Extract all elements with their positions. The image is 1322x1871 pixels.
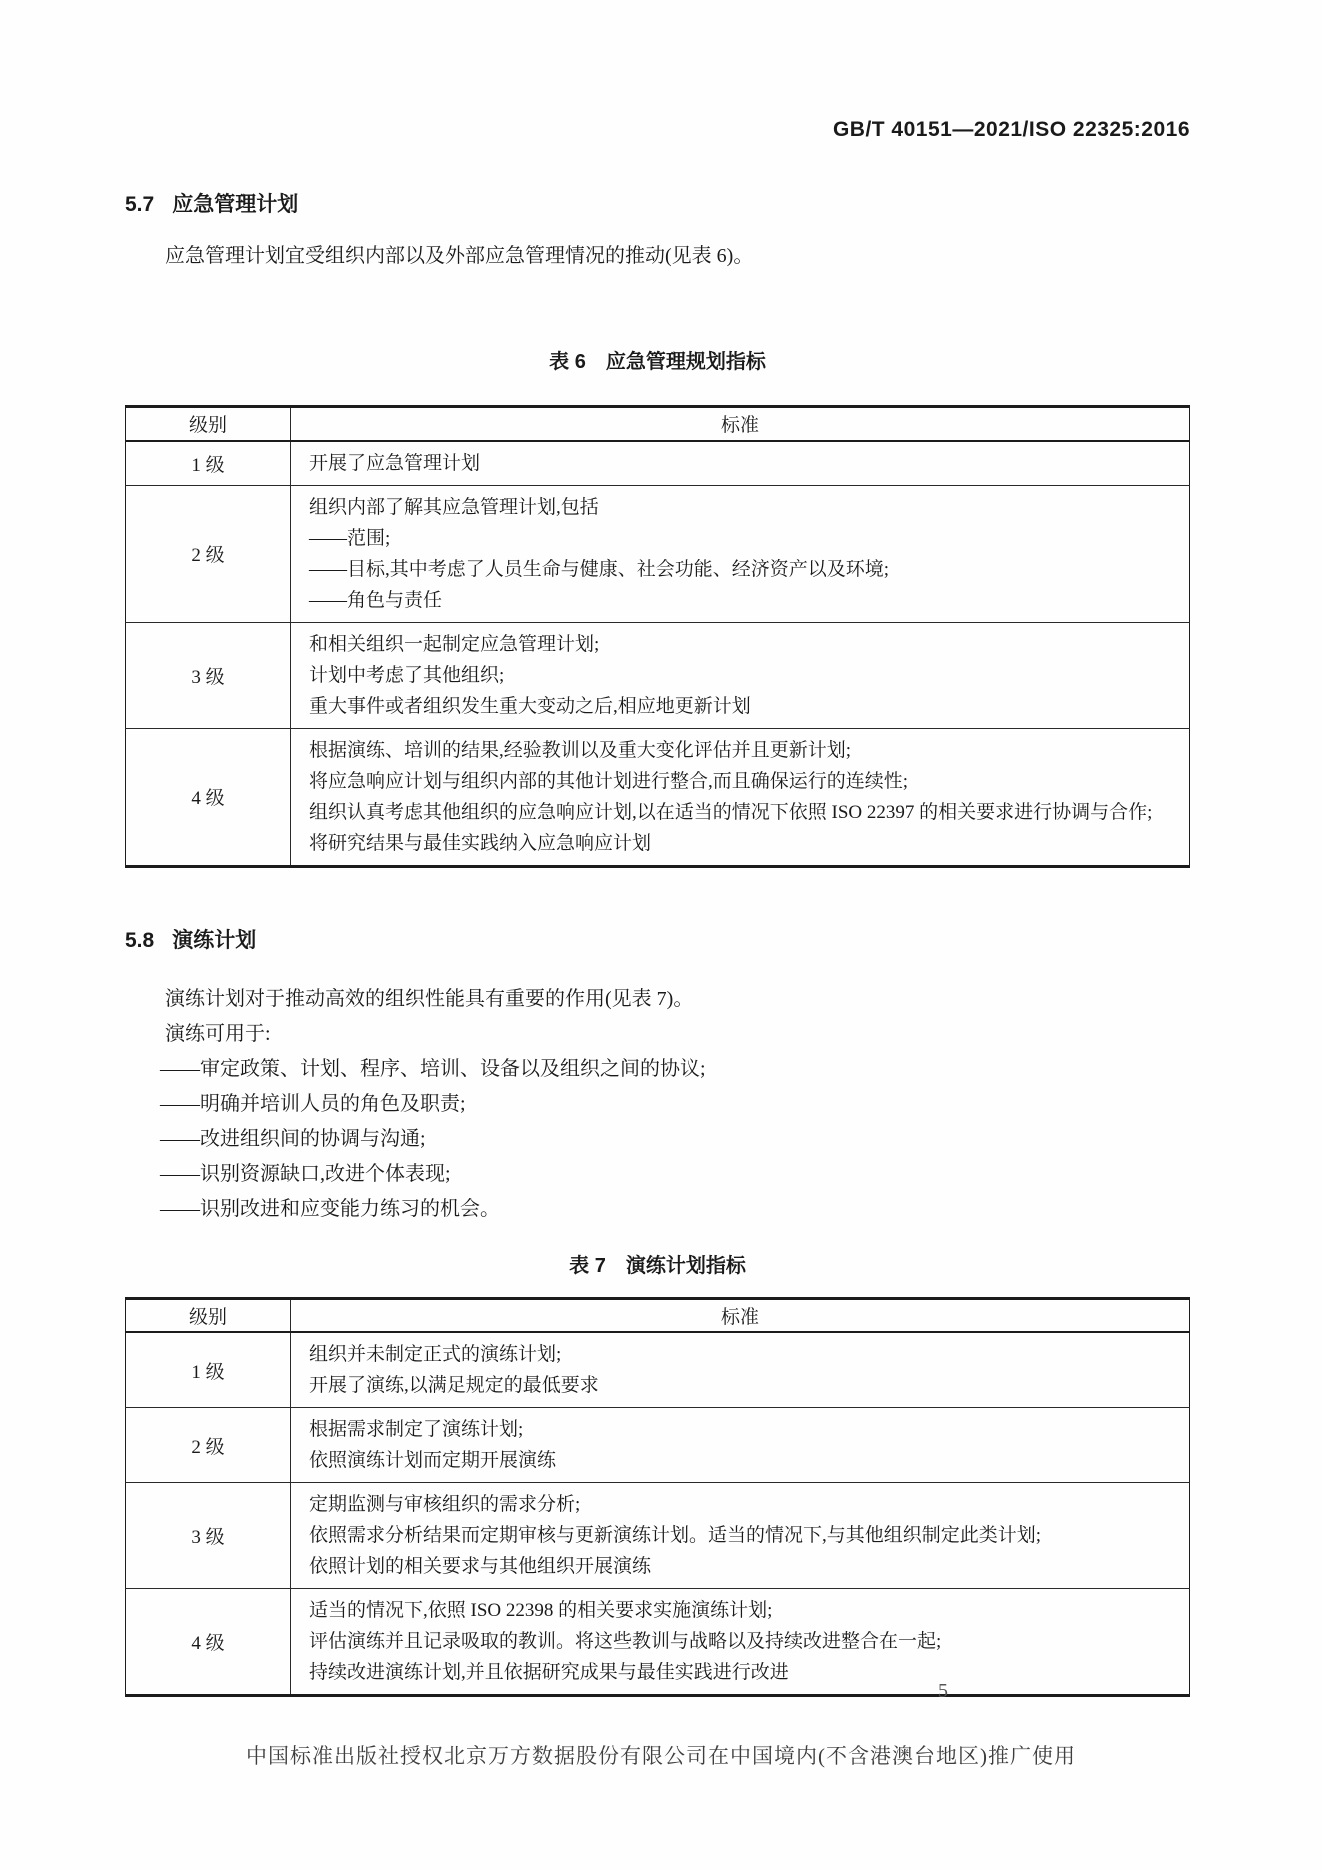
list-item: ——明确并培训人员的角色及职责; bbox=[160, 1092, 466, 1115]
table-6-row-2 bbox=[126, 485, 1190, 622]
criteria-line: 开展了演练,以满足规定的最低要求 bbox=[309, 1375, 599, 1396]
level-cell: 2 级 bbox=[126, 1408, 291, 1483]
table-6-row-4 bbox=[126, 728, 1190, 866]
criteria-cell bbox=[291, 1589, 1190, 1696]
standard-code: GB/T 40151—2021/ISO 22325:2016 bbox=[832, 118, 1190, 141]
section-5-7-heading bbox=[125, 188, 1190, 218]
criteria-cell bbox=[291, 1483, 1190, 1589]
criteria-line: 定期监测与审核组织的需求分析; bbox=[309, 1494, 581, 1515]
criteria-line: ——角色与责任 bbox=[309, 589, 443, 611]
table-7-exercise-plan-indicators bbox=[125, 1297, 1190, 1698]
level-cell: 4 级 bbox=[126, 1589, 291, 1696]
table-7-row-4 bbox=[126, 1589, 1190, 1696]
level-cell: 1 级 bbox=[191, 1361, 225, 1383]
list-item: ——审定政策、计划、程序、培训、设备以及组织之间的协议; bbox=[160, 1057, 706, 1080]
table-6-header-row bbox=[126, 407, 1190, 441]
level-cell: 3 级 bbox=[126, 622, 291, 728]
criteria-cell bbox=[291, 728, 1190, 866]
criteria-line: 依照计划的相关要求与其他组织开展演练 bbox=[309, 1556, 652, 1577]
table-6-row-3 bbox=[126, 622, 1190, 728]
table-7-col-header-criteria: 标准 bbox=[291, 1298, 1190, 1332]
criteria-line: 重大事件或者组织发生重大变动之后,相应地更新计划 bbox=[309, 695, 751, 717]
criteria-line: 组织内部了解其应急管理计划,包括 bbox=[309, 496, 599, 518]
section-5-7-paragraph: 应急管理计划宜受组织内部以及外部应急管理情况的推动(见表 6)。 bbox=[165, 245, 754, 267]
list-item: ——改进组织间的协调与沟通; bbox=[160, 1127, 426, 1150]
criteria-line: 根据需求制定了演练计划; bbox=[309, 1419, 524, 1440]
criteria-cell bbox=[291, 485, 1190, 622]
criteria-cell bbox=[291, 441, 1190, 486]
criteria-cell bbox=[291, 622, 1190, 728]
criteria-line: 组织认真考虑其他组织的应急响应计划,以在适当的情况下依照 ISO 22397 的相关要求进行协调与合作; bbox=[309, 801, 1153, 823]
table-6-row-1 bbox=[126, 441, 1190, 486]
criteria-line: 评估演练并且记录吸取的教训。将这些教训与战略以及持续改进整合在一起; bbox=[309, 1631, 942, 1652]
table-7-col-header-level: 级别 bbox=[126, 1298, 291, 1332]
criteria-line: 适当的情况下,依照 ISO 22398 的相关要求实施演练计划; bbox=[309, 1600, 773, 1621]
criteria-line: 计划中考虑了其他组织; bbox=[309, 664, 505, 686]
table-7-row-3 bbox=[126, 1483, 1190, 1589]
criteria-line: 将应急响应计划与组织内部的其他计划进行整合,而且确保运行的连续性; bbox=[309, 770, 909, 792]
level-cell: 3 级 bbox=[126, 1483, 291, 1589]
table-6-col-header-level: 级别 bbox=[126, 407, 291, 441]
criteria-cell bbox=[291, 1408, 1190, 1483]
table-6-emergency-management-planning bbox=[125, 405, 1190, 868]
section-5-7-number: 5.7 bbox=[125, 193, 155, 216]
page-number: 5 bbox=[938, 1680, 948, 1702]
level-cell: 4 级 bbox=[126, 728, 291, 866]
criteria-line: 依照演练计划而定期开展演练 bbox=[309, 1450, 557, 1471]
exercise-uses-list bbox=[125, 1052, 1190, 1227]
list-item: ——识别改进和应变能力练习的机会。 bbox=[160, 1197, 500, 1220]
table-7-caption: 表 7 演练计划指标 bbox=[569, 1254, 746, 1277]
criteria-line: 依照需求分析结果而定期审核与更新演练计划。适当的情况下,与其他组织制定此类计划; bbox=[309, 1525, 1042, 1546]
table-7-header-row bbox=[126, 1298, 1190, 1332]
section-5-7-title: 应急管理计划 bbox=[172, 193, 299, 216]
section-5-8-paragraph-2: 演练可用于: bbox=[165, 1022, 271, 1045]
footer-authorization: 中国标准出版社授权北京万方数据股份有限公司在中国境内(不含港澳台地区)推广使用 bbox=[246, 1744, 1076, 1768]
criteria-cell bbox=[291, 1332, 1190, 1408]
criteria-line: 开展了应急管理计划 bbox=[309, 452, 481, 474]
table-6-col-header-criteria: 标准 bbox=[291, 407, 1190, 441]
criteria-line: 组织并未制定正式的演练计划; bbox=[309, 1344, 562, 1365]
criteria-line: 和相关组织一起制定应急管理计划; bbox=[309, 633, 600, 655]
level-cell: 1 级 bbox=[191, 454, 225, 476]
criteria-line: 持续改进演练计划,并且依据研究成果与最佳实践进行改进 bbox=[309, 1662, 789, 1683]
level-cell: 2 级 bbox=[126, 485, 291, 622]
criteria-line: ——目标,其中考虑了人员生命与健康、社会功能、经济资产以及环境; bbox=[309, 558, 890, 580]
table-7-row-2 bbox=[126, 1408, 1190, 1483]
section-5-8-number: 5.8 bbox=[125, 928, 155, 952]
section-5-8-paragraph-1: 演练计划对于推动高效的组织性能具有重要的作用(见表 7)。 bbox=[165, 987, 694, 1010]
section-5-8-title: 演练计划 bbox=[172, 928, 257, 952]
list-item: ——识别资源缺口,改进个体表现; bbox=[160, 1162, 451, 1185]
criteria-line: 将研究结果与最佳实践纳入应急响应计划 bbox=[309, 832, 652, 854]
table-6-caption: 表 6 应急管理规划指标 bbox=[549, 351, 766, 373]
criteria-line: 根据演练、培训的结果,经验教训以及重大变化评估并且更新计划; bbox=[309, 739, 852, 761]
section-5-8-heading bbox=[125, 924, 1190, 954]
table-7-row-1 bbox=[126, 1332, 1190, 1408]
criteria-line: ——范围; bbox=[309, 527, 391, 549]
